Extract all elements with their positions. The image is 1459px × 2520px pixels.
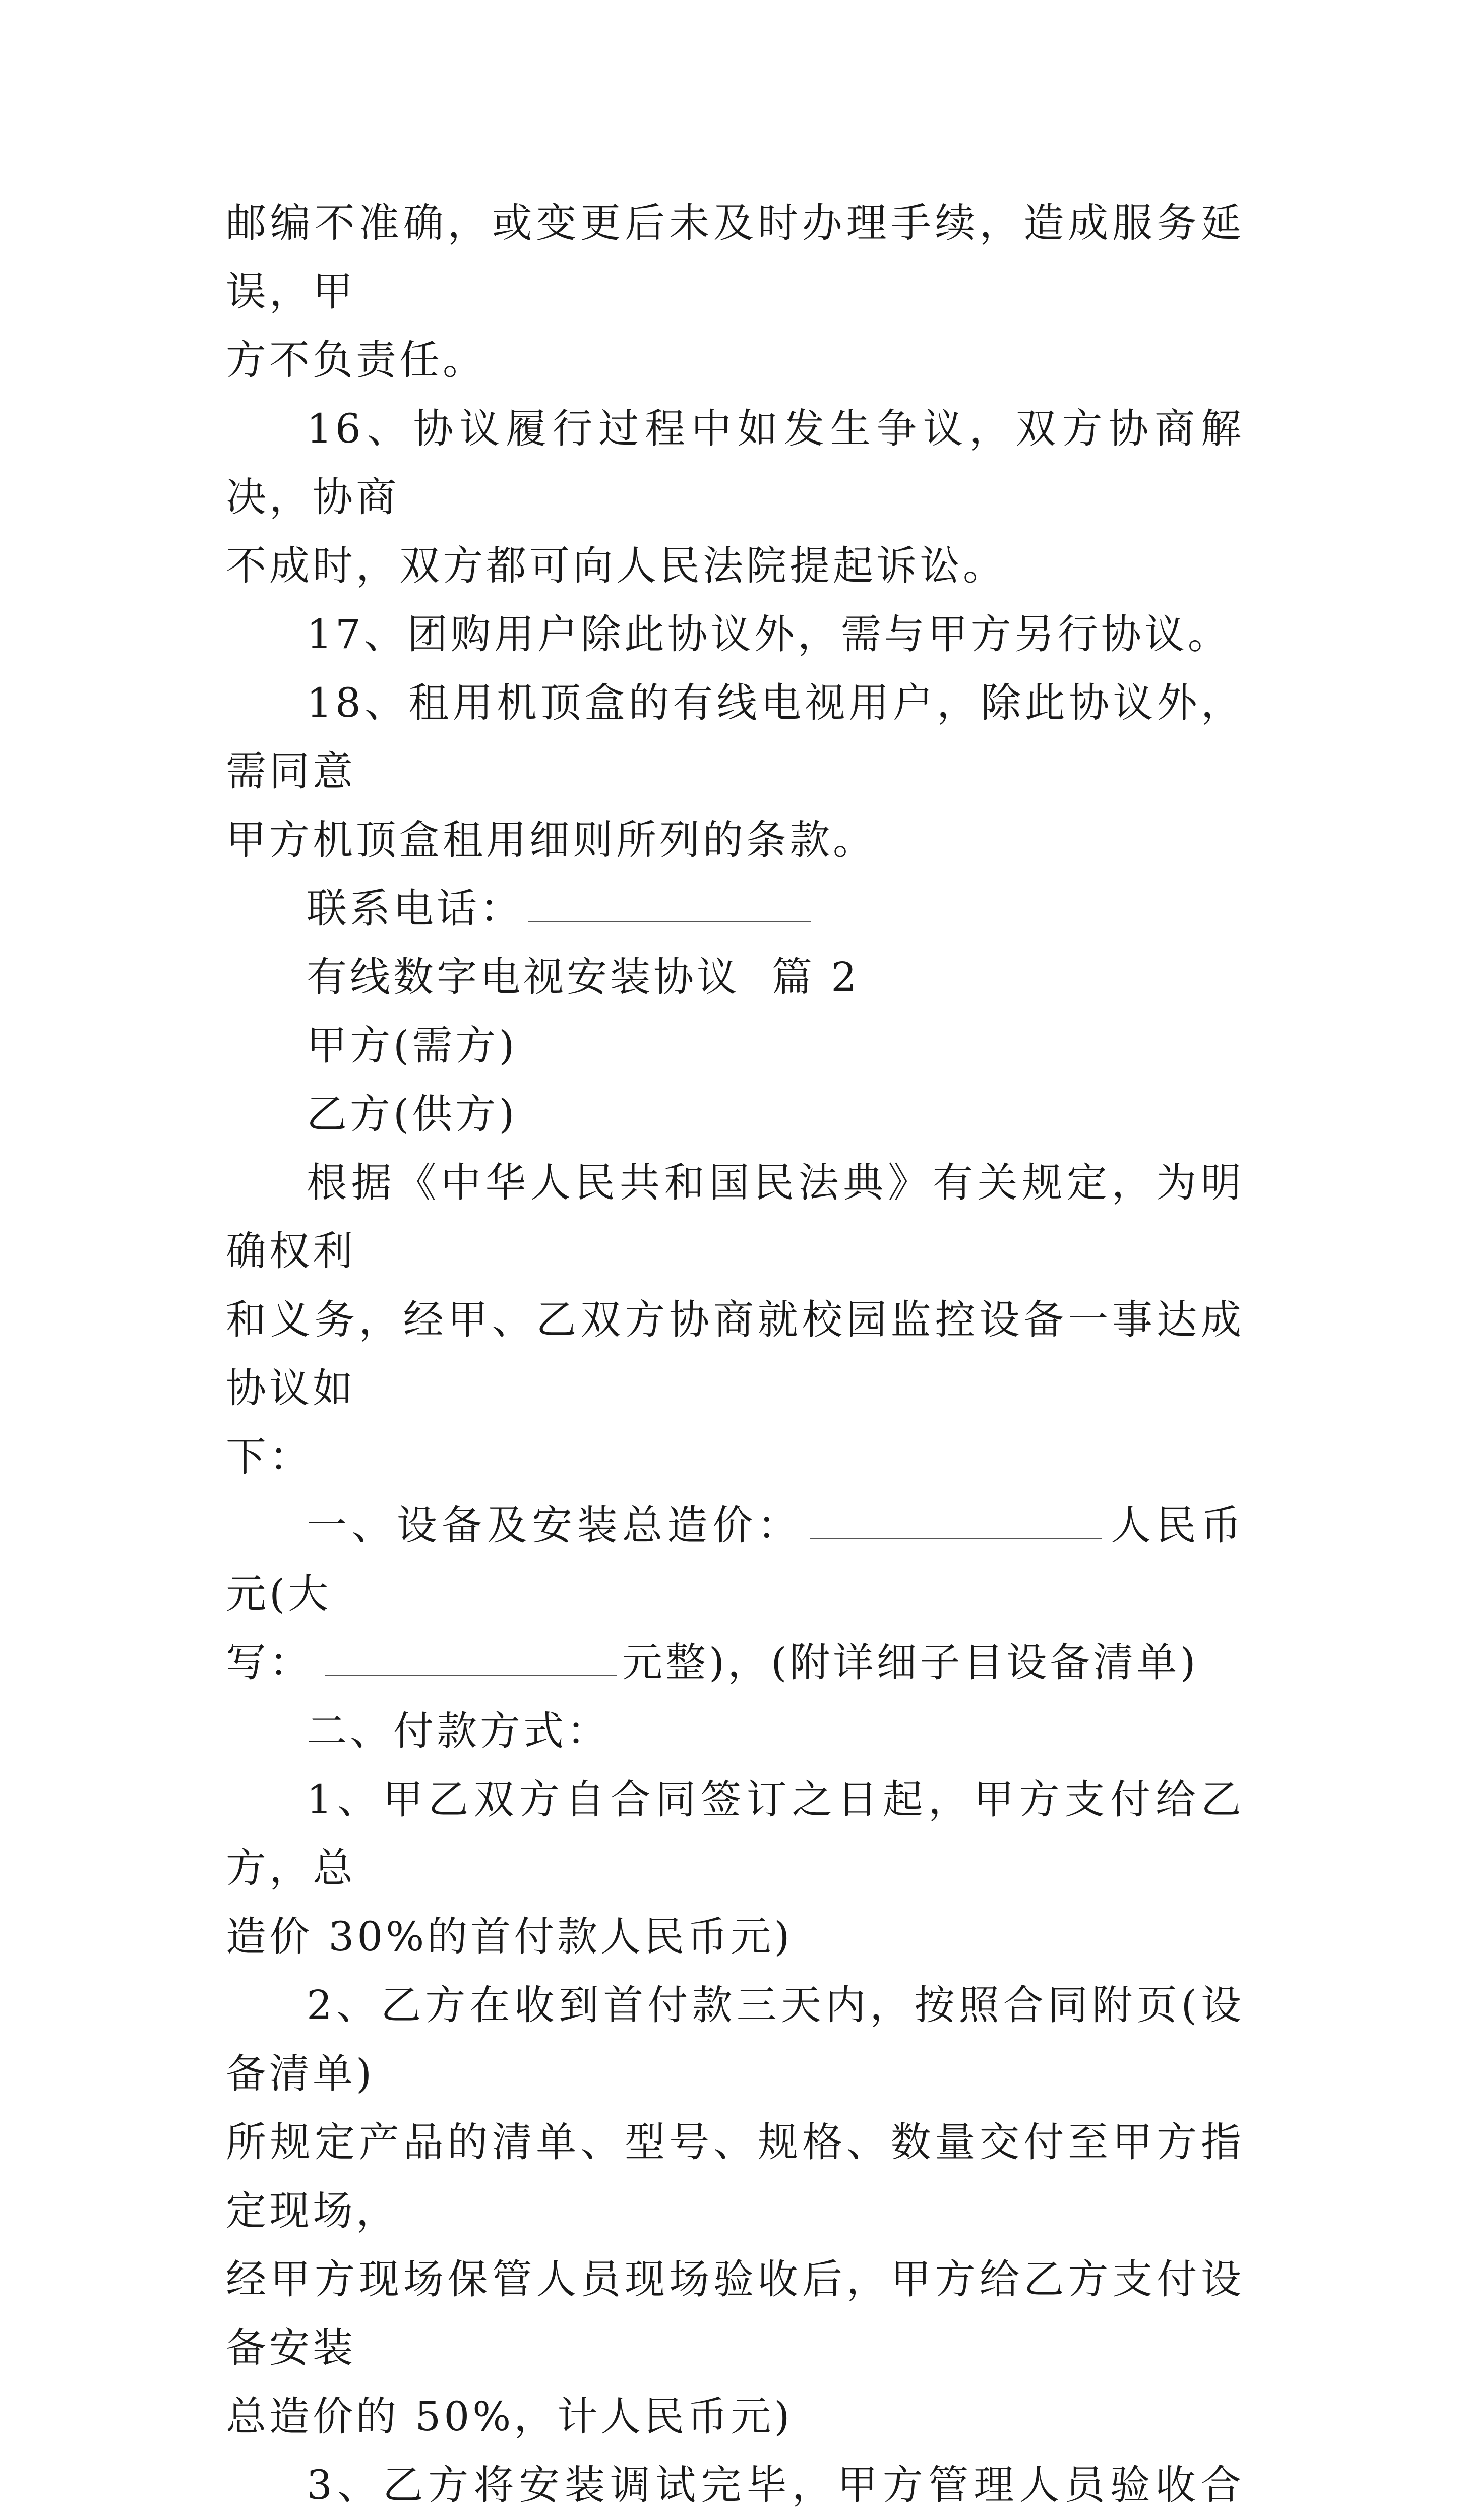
intro-line-3: 下： xyxy=(226,1433,313,1480)
item-1-line-1 xyxy=(226,1491,1244,1628)
phone-line xyxy=(226,874,1244,943)
phone-label: 联系电话： xyxy=(307,885,523,932)
payment-2-line-1: 2、乙方在收到首付款三天内，按照合同附页(设备清单) xyxy=(226,1982,1244,2097)
party-a: 甲方(需方) xyxy=(307,1022,518,1069)
intro-line-1: 根据《中华人民共和国民法典》有关规定，为明确权利 xyxy=(226,1159,1244,1275)
item-1-line-2-prefix: 写： xyxy=(226,1639,313,1686)
payment-2-line-4: 总造价的 50%，计人民币元) xyxy=(226,2393,793,2440)
item-1-suffix: 人民币元(大 xyxy=(226,1502,1245,1617)
item-2: 二、付款方式： xyxy=(307,1708,610,1754)
clause-15-cont-line-1: 邮编不准确，或变更后未及时办理手续，造成服务延误，甲 xyxy=(226,200,1244,315)
party-b: 乙方(供方) xyxy=(307,1091,518,1138)
amount-in-words-blank xyxy=(325,1640,617,1676)
clause-16-line-2: 不成时，双方都可向人民法院提起诉讼。 xyxy=(226,542,1006,589)
intro-line-2: 和义务，经甲、乙双方协商就校园监控设备一事达成协议如 xyxy=(226,1296,1244,1412)
payment-2-line-3: 经甲方现场保管人员现场验收后，甲方给乙方支付设备安装 xyxy=(226,2256,1244,2371)
phone-blank xyxy=(528,886,811,922)
payment-2-line-2: 所规定产品的清单、型号、规格、数量交付至甲方指定现场， xyxy=(226,2119,1244,2234)
item-1-line-2 xyxy=(226,1628,1244,1697)
payment-1-line-1: 1、甲乙双方自合同签订之日起，甲方支付给乙方，总 xyxy=(226,1776,1244,1892)
clause-17: 17、团购用户除此协议外，需与甲方另行协议。 xyxy=(307,611,1231,658)
price-blank xyxy=(810,1502,1102,1539)
item-1-line-2-suffix: 元整)，(附详细子目设备清单) xyxy=(622,1639,1199,1686)
document-body xyxy=(226,189,1244,2520)
clause-18-line-1: 18、租用机顶盒的有线电视用户，除此协议外，需同意 xyxy=(226,679,1244,795)
clause-18-line-2: 甲方机顶盒租用细则所列的条款。 xyxy=(226,816,876,863)
clause-15-cont-line-2: 方不负责任。 xyxy=(226,337,486,384)
item-1-prefix: 一、设备及安装总造价： xyxy=(307,1502,803,1549)
section-title: 有线数字电视安装协议 篇 2 xyxy=(307,954,860,1000)
payment-1-line-2: 造价 30%的首付款人民币元) xyxy=(226,1913,793,1960)
payment-3-line-1: 3、乙方将安装调试完毕，甲方管理人员验收合 xyxy=(307,2462,1244,2508)
clause-16-line-1: 16、协议履行过程中如发生争议，双方协商解决，协商 xyxy=(226,405,1244,521)
